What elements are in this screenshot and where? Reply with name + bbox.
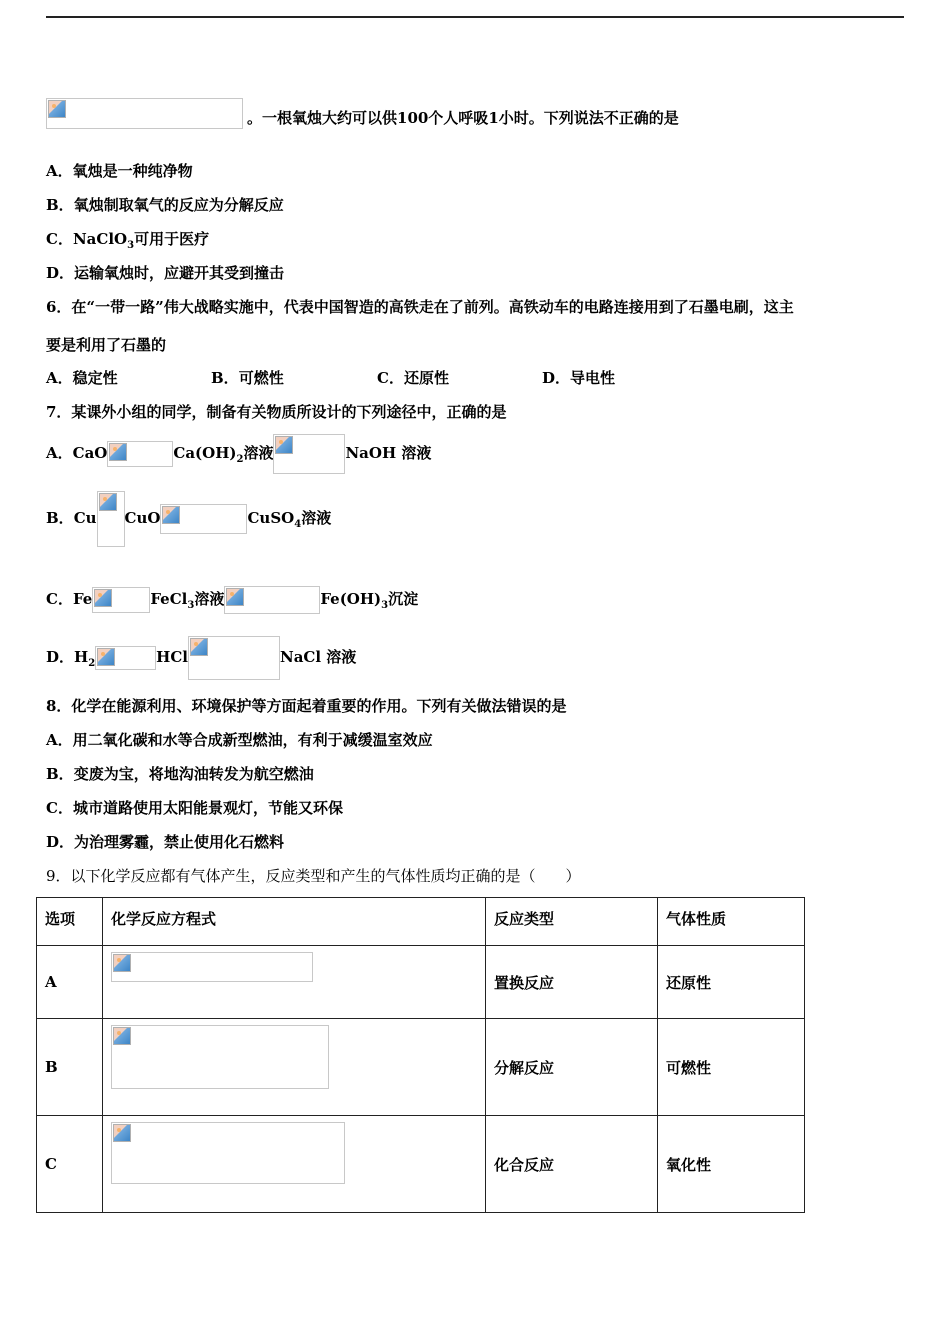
gas-property-cell: 氧化性	[658, 1116, 805, 1213]
equation-cell	[103, 1116, 486, 1213]
broken-image-icon	[162, 506, 180, 524]
q7-option-c: C．Fe FeCl$_3$溶液 $Fe(OH)_3$沉淀	[46, 576, 418, 629]
table-row	[37, 1019, 805, 1116]
q7-option-d: D．$H_2$ HCl NaCl 溶液	[46, 634, 356, 687]
equation-cell	[103, 946, 486, 1019]
option-cell: B	[37, 1019, 103, 1116]
q7-option-a: A．CaO $Ca(OH)_2$溶液 NaOH 溶液	[46, 433, 431, 480]
q5-option-c: C．NaClO$_3$可用于医疗	[46, 230, 210, 251]
q5-stem: 。一根氧烛大约可以供100个人呼吸1小时。下列说法不正确的是	[46, 98, 679, 129]
q6-stem-line1: 6．在“一带一路”伟大战略实施中，代表中国智造的高铁走在了前列。高铁动车的电路连接用到了石墨电刷，这主	[46, 298, 794, 316]
q8-option-b: B．变废为宝，将地沟油转发为航空燃油	[46, 765, 314, 783]
table-header-cell: 反应类型	[486, 898, 658, 946]
reaction-type-cell: 化合反应	[486, 1116, 658, 1213]
broken-image-icon	[109, 443, 127, 461]
q8-option-c: C．城市道路使用太阳能景观灯，节能又环保	[46, 799, 343, 817]
broken-image-icon	[113, 1124, 131, 1142]
q5-option-b: B．氧烛制取氧气的反应为分解反应	[46, 196, 284, 214]
equation-image	[111, 952, 313, 982]
equation-image	[111, 1122, 345, 1184]
broken-image-icon	[48, 100, 66, 118]
broken-image-icon	[94, 589, 112, 607]
table-header-cell: 化学反应方程式	[103, 898, 486, 946]
reaction-arrow-image	[160, 504, 247, 534]
q7-stem: 7．某课外小组的同学，制备有关物质所设计的下列途径中，正确的是	[46, 403, 507, 421]
q9-table	[36, 897, 805, 1213]
q5-option-a: A．氧烛是一种纯净物	[46, 162, 193, 180]
q8-option-d: D．为治理雾霾，禁止使用化石燃料	[46, 833, 285, 851]
option-cell: A	[37, 946, 103, 1019]
table-header-cell: 选项	[37, 898, 103, 946]
q8-option-a: A．用二氧化碳和水等合成新型燃油，有利于减缓温室效应	[46, 731, 433, 749]
table-header-cell: 气体性质	[658, 898, 805, 946]
table-header-row	[37, 898, 805, 946]
q7-option-b: B．Cu CuO CuSO$_4$溶液	[46, 490, 331, 553]
q5-option-d: D．运输氧烛时，应避开其受到撞击	[46, 264, 285, 282]
q6-option-c: C．还原性	[377, 369, 449, 387]
q9-stem: 9．以下化学反应都有气体产生，反应类型和产生的气体性质均正确的是（ ）	[46, 867, 581, 885]
reaction-arrow-image	[273, 434, 345, 474]
reaction-arrow-image	[188, 636, 280, 680]
equation-cell	[103, 1019, 486, 1116]
option-cell: C	[37, 1116, 103, 1213]
table-row	[37, 1116, 805, 1213]
broken-image-icon	[190, 638, 208, 656]
reaction-arrow-image	[92, 587, 150, 613]
broken-image-icon	[97, 648, 115, 666]
broken-image-icon	[226, 588, 244, 606]
q8-stem: 8．化学在能源利用、环境保护等方面起着重要的作用。下列有关做法错误的是	[46, 697, 567, 715]
broken-image-icon	[275, 436, 293, 454]
table-row	[37, 946, 805, 1019]
gas-property-cell: 可燃性	[658, 1019, 805, 1116]
broken-image-icon	[113, 1027, 131, 1045]
reaction-type-cell: 分解反应	[486, 1019, 658, 1116]
broken-image-icon	[113, 954, 131, 972]
reaction-arrow-image	[95, 646, 156, 670]
reaction-arrow-image	[107, 441, 173, 467]
q6-option-b: B．可燃性	[211, 369, 284, 387]
top-rule	[46, 16, 904, 18]
reaction-arrow-image	[97, 491, 125, 547]
reaction-type-cell: 置换反应	[486, 946, 658, 1019]
q6-option-d: D．导电性	[542, 369, 616, 387]
broken-image-icon	[99, 493, 117, 511]
q6-options	[46, 368, 926, 388]
formula-image	[46, 98, 243, 129]
q6-stem-line2: 要是利用了石墨的	[46, 336, 167, 354]
gas-property-cell: 还原性	[658, 946, 805, 1019]
reaction-arrow-image	[224, 586, 320, 614]
equation-image	[111, 1025, 329, 1089]
q6-option-a: A．稳定性	[46, 369, 118, 387]
